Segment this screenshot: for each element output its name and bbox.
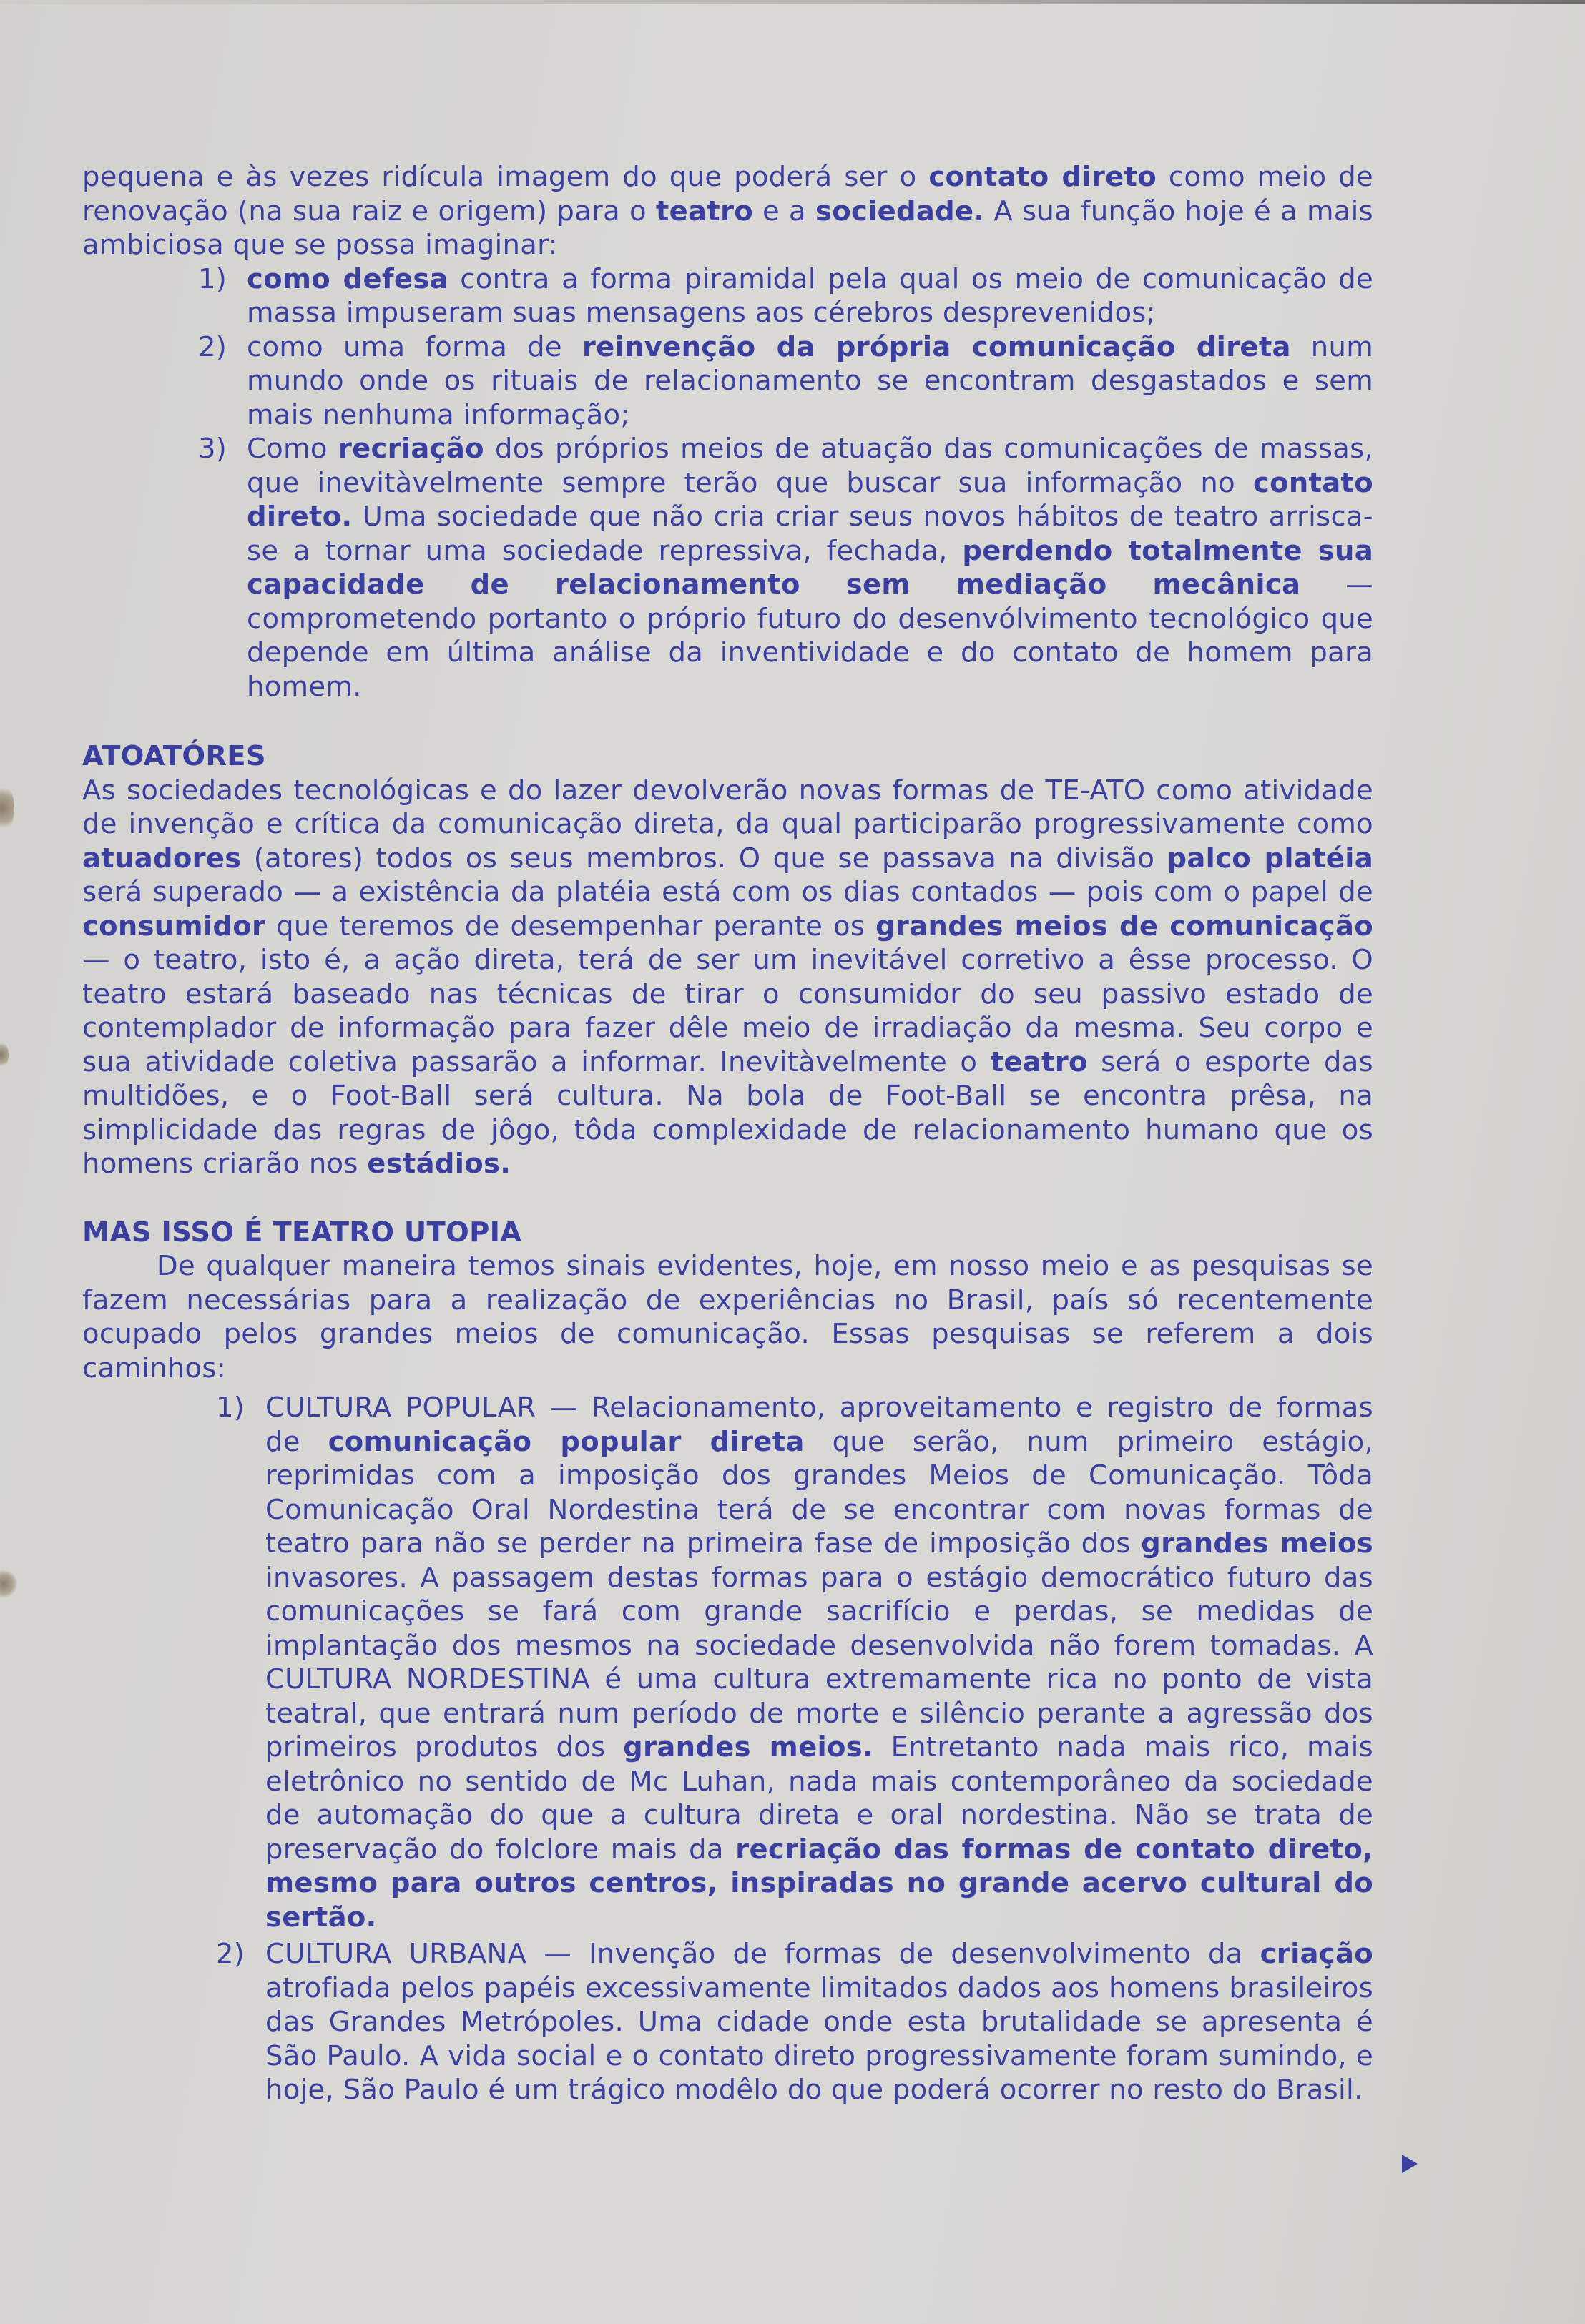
text-run: — o teatro, isto é, a ação direta, terá de ser um inevitável corretivo a êsse processo. O teatro estará baseado nas técnicas de tirar o consumidor do seu passivo estado de contemplador de informação para fazer dêle meio de irradiação da mesma. Seu corpo e sua atividade coletiva passarão a informar. Inevitàvelmente o: [82, 944, 1373, 1078]
emphasis: criação: [1260, 1938, 1373, 1970]
list-item: [82, 330, 1373, 433]
paper-stain: [0, 1040, 9, 1069]
item-number: 1): [198, 262, 227, 295]
item-number: 2): [198, 330, 227, 363]
next-page-arrow-icon[interactable]: [1402, 2155, 1418, 2173]
text-run: dos próprios meios de atuação das comunicações de massas, que inevitàvelmente sempre terão que buscar sua informação no: [247, 433, 1373, 499]
text-run: Uma sociedade que não cria criar seus novos hábitos de teatro arrisca-se a tornar uma sociedade repressiva, fechada,: [247, 501, 1373, 567]
text-run: CULTURA POPULAR — Relacionamento, aproveitamento e registro de formas de: [265, 1392, 1373, 1458]
list-item: [82, 1391, 1373, 1934]
text-run: pequena e às vezes ridícula imagem do que poderá ser o: [82, 161, 929, 193]
text-run: que teremos de desempenhar perante os: [265, 910, 876, 942]
emphasis: contato direto: [928, 161, 1157, 193]
intro-paragraph: [82, 160, 1373, 262]
functions-list: [82, 262, 1373, 704]
atoatores-paragraph: [82, 774, 1373, 1181]
section-heading-utopia: MAS ISSO É TEATRO UTOPIA: [82, 1216, 522, 1249]
emphasis: teatro: [655, 195, 754, 227]
emphasis: atuadores: [82, 842, 242, 875]
text-run: (atores) todos os seus membros. O que se passava na divisão: [241, 842, 1167, 875]
article-body: [82, 160, 1373, 2110]
item-number: 3): [198, 433, 227, 465]
text-run: que serão, num primeiro estágio, reprimidas com a imposição dos grandes Meios de Comunicação. Tôda Comunicação Oral Nordestina terá de se encontrar com novas formas de teatro para não se perder na primeira fase de imposição dos: [265, 1425, 1373, 1560]
text-run: num mundo onde os rituais de relacionamento se encontram desgastados e sem mais nenhuma informação;: [247, 330, 1373, 431]
emphasis: comunicação popular direta: [328, 1425, 805, 1458]
text-run: atrofiada pelos papéis excessivamente limitados dados aos homens brasileiros das Grandes Metrópoles. Uma cidade onde esta brutalidade se apresenta é São Paulo. A vida social e o contato direto progressivamente foram sumindo, e hoje, São Paulo é um trágico modêlo do que poderá ocorrer no resto do Brasil.: [265, 1971, 1373, 2106]
emphasis: estádios.: [367, 1148, 511, 1180]
list-item: [82, 432, 1373, 704]
page-top-edge: [0, 0, 1585, 4]
paper-stain: [0, 783, 14, 833]
text-run: Como: [247, 433, 338, 465]
emphasis: grandes meios.: [623, 1731, 873, 1763]
emphasis: grandes meios: [1141, 1527, 1373, 1560]
emphasis: reinvenção da própria comunicação direta: [582, 330, 1291, 363]
section-heading-atoatores: ATOATÓRES: [82, 740, 266, 772]
text-run: contra a forma piramidal pela qual os meio de comunicação de massa impuseram suas mensagens aos cérebros desprevenidos;: [247, 262, 1373, 329]
emphasis: grandes meios de comunicação: [875, 910, 1373, 942]
emphasis: consumidor: [82, 910, 266, 942]
text-run: como uma forma de: [247, 330, 582, 363]
text-run: A sua função hoje é a mais ambiciosa que se possa imaginar:: [82, 195, 1373, 261]
emphasis: teatro: [990, 1045, 1088, 1078]
emphasis: perdendo totalmente sua capacidade de relacionamento sem mediação mecânica: [247, 534, 1373, 601]
emphasis: contato direto.: [247, 466, 1373, 533]
utopia-intro-paragraph: De qualquer maneira temos sinais evidentes, hoje, em nosso meio e as pesquisas se fazem necessárias para a realização de experiências no Brasil, país só recentemente ocupado pelos grandes meios de comunicação. Essas pesquisas se referem a dois caminhos:: [82, 1250, 1373, 1384]
text-run: As sociedades tecnológicas e do lazer devolverão novas formas de TE-ATO como atividade de invenção e crítica da comunicação direta, da qual participarão progressivamente como: [82, 774, 1373, 840]
text-run: como meio de renovação (na sua raiz e origem) para o: [82, 161, 1373, 227]
text-run: CULTURA URBANA — Invenção de formas de desenvolvimento da: [265, 1938, 1260, 1970]
text-run: será o esporte das multidões, e o Foot-Ball será cultura. Na bola de Foot-Ball se encontra prêsa, na simplicidade das regras de jôgo, tôda complexidade de relacionamento humano que os homens criarão nos: [82, 1045, 1374, 1180]
text-run: Entretanto nada mais rico, mais eletrônico no sentido de Mc Luhan, nada mais contemporâneo da sociedade de automação do que a cultura direta e oral nordestina. Não se trata de preservação do folclore mais da: [265, 1731, 1373, 1866]
text-run: será superado — a existência da platéia está com os dias contados — pois com o papel de: [82, 876, 1373, 908]
emphasis: palco platéia: [1167, 842, 1373, 875]
text-run: invasores. A passagem destas formas para o estágio democrático futuro das comunicações se fará com grande sacrifício e perdas, se medidas de implantação dos mesmos na sociedade desenvolvida não forem tomadas. A CULTURA NORDESTINA é uma cultura extremamente rica no ponto de vista teatral, que entrará num período de morte e silêncio perante a agressão dos primeiros produtos dos: [265, 1561, 1373, 1763]
item-number: 1): [216, 1392, 245, 1424]
emphasis: recriação: [338, 433, 484, 465]
emphasis: recriação das formas de contato direto, mesmo para outros centros, inspiradas no grande acervo cultural do sertão.: [265, 1833, 1373, 1934]
emphasis: como defesa: [247, 262, 448, 295]
text-run: e a: [753, 195, 815, 227]
paths-list: [82, 1391, 1373, 2107]
emphasis: sociedade.: [815, 195, 985, 227]
paper-stain: [0, 1570, 17, 1598]
item-number: 2): [216, 1938, 245, 1970]
list-item: [82, 1937, 1373, 2107]
text-run: — comprometendo portanto o próprio futuro do desenvólvimento tecnológico que depende em última análise da inventividade e do contato de homem para homem.: [247, 568, 1373, 703]
list-item: [82, 262, 1373, 330]
